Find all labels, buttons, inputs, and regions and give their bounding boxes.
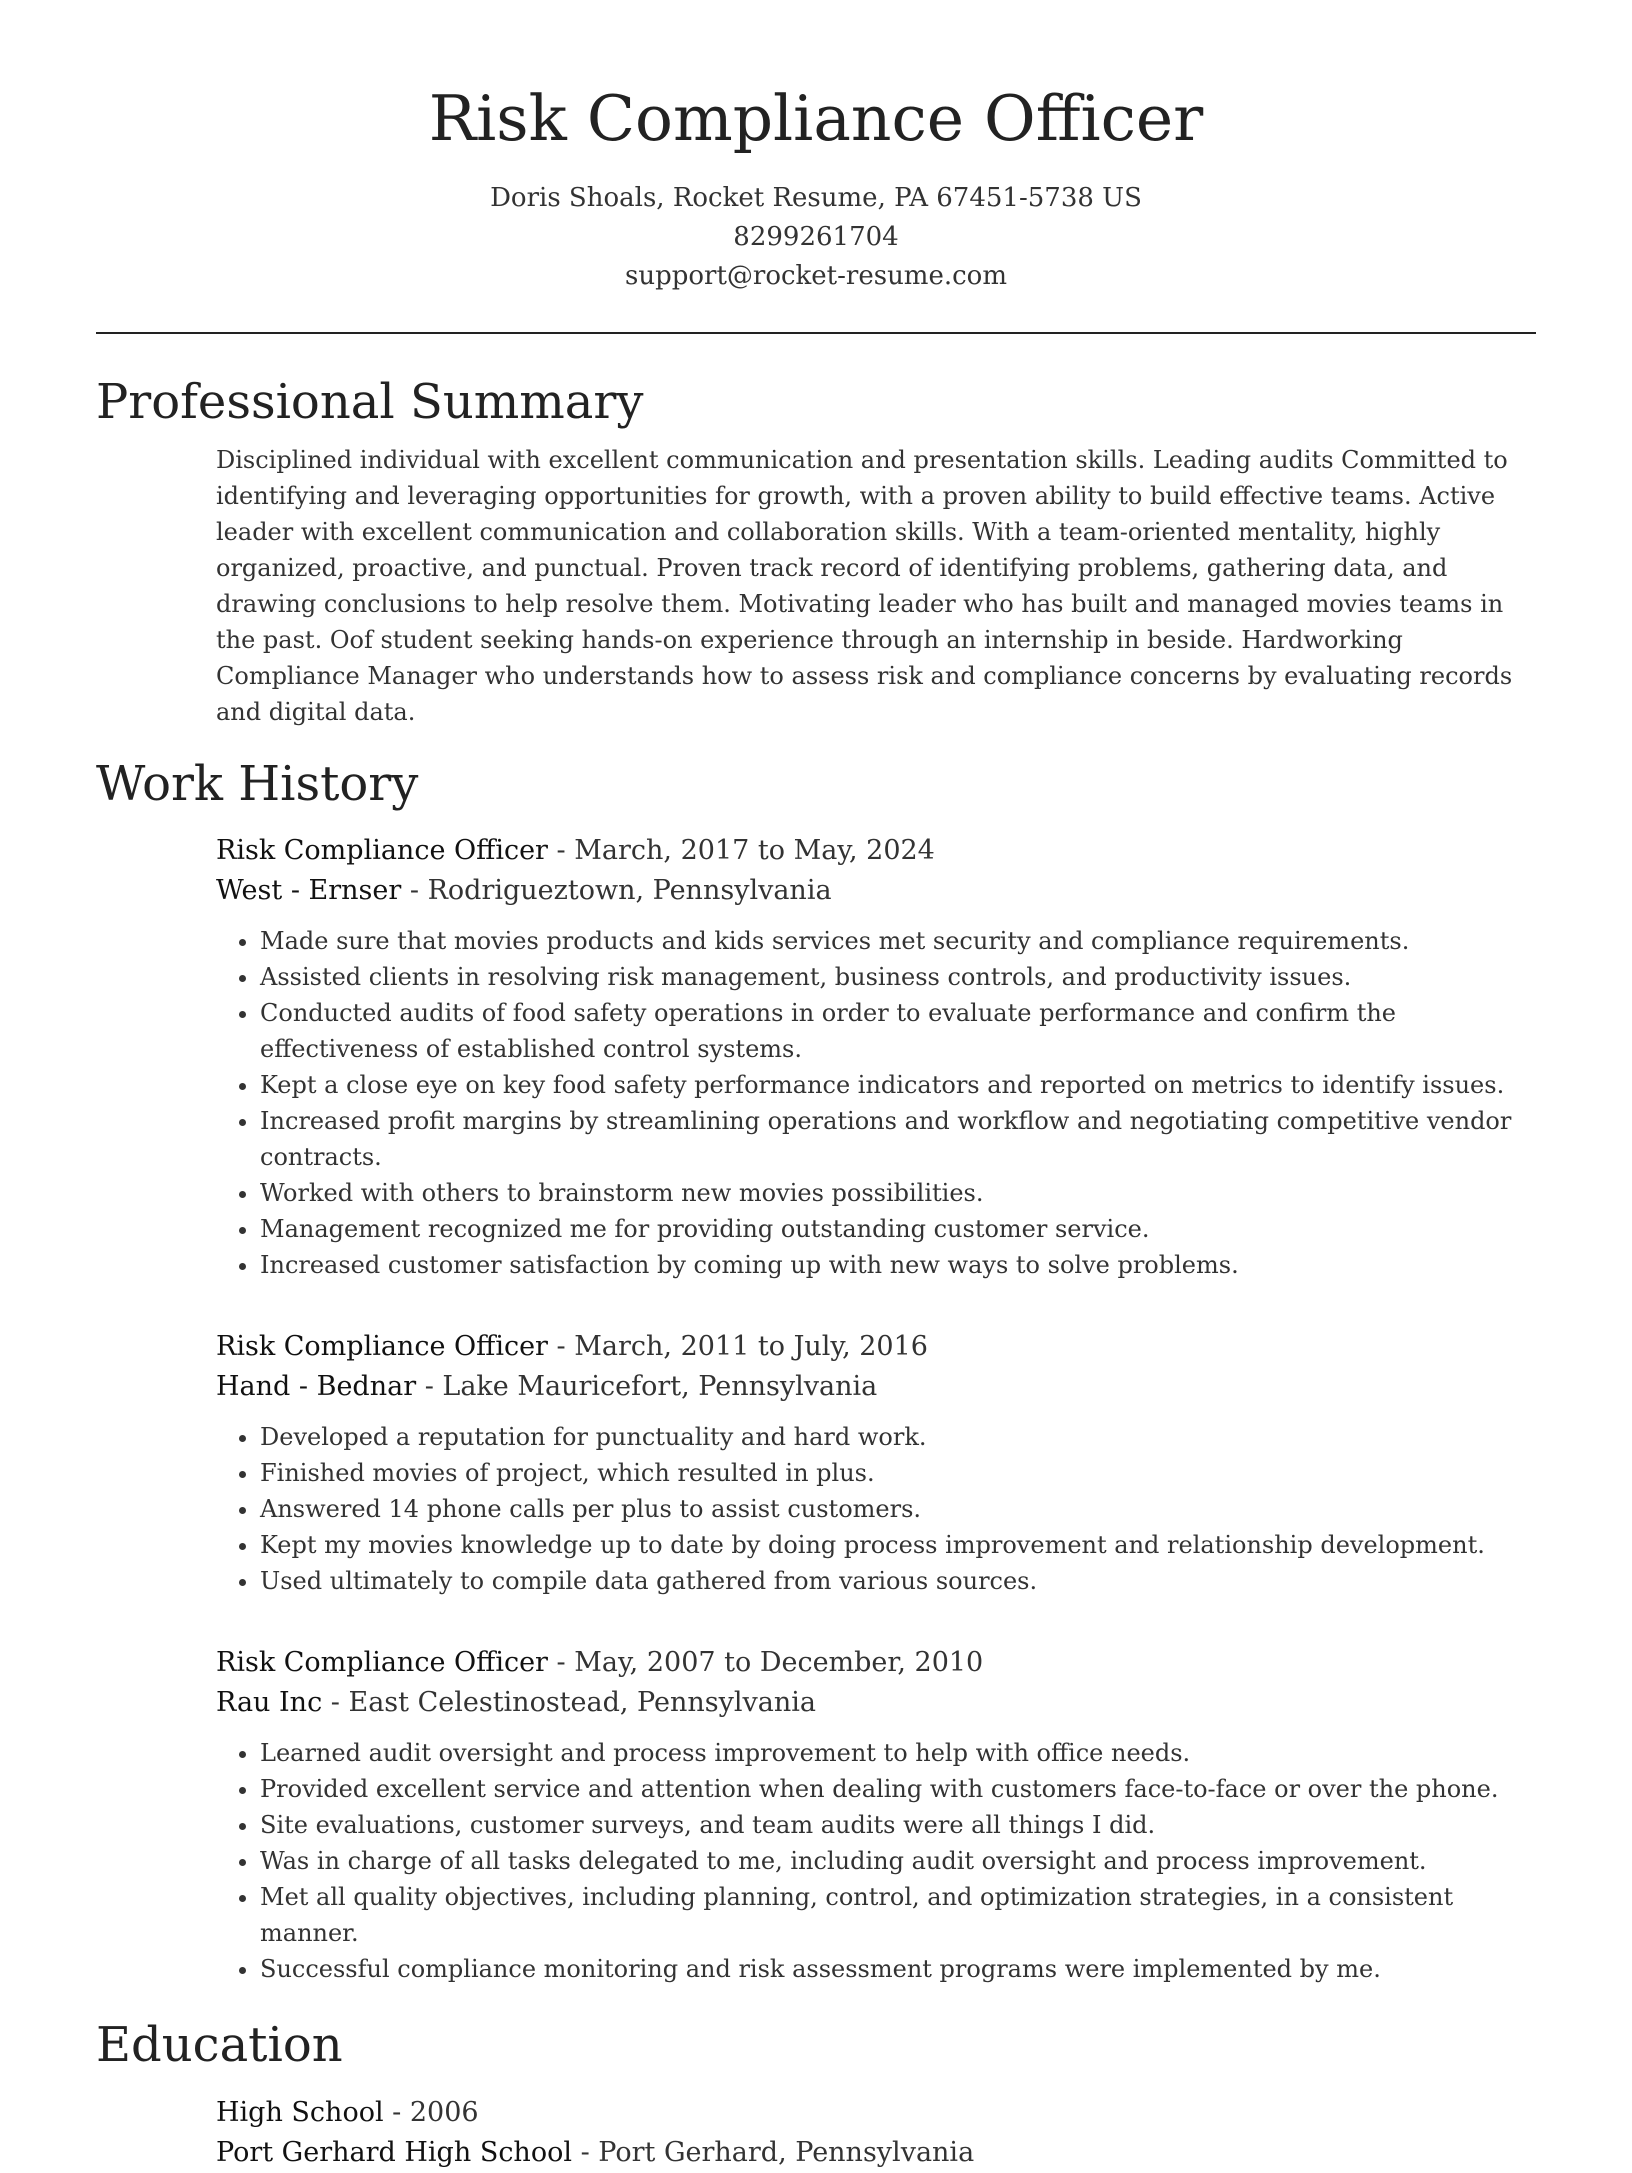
job-role: Risk Compliance Officer	[216, 835, 548, 867]
job-location: - East Celestinostead, Pennsylvania	[322, 1687, 816, 1719]
resume-title: Risk Compliance Officer	[428, 82, 1204, 155]
job-role: Risk Compliance Officer	[216, 1331, 548, 1363]
job-bullet: • Worked with others to brainstorm new movies possibilities.	[260, 1175, 1536, 1211]
work-history-section	[96, 756, 1536, 1988]
header-divider	[96, 332, 1536, 334]
education-school-line	[216, 2133, 1536, 2173]
work-history-heading: Work History	[96, 755, 419, 812]
job-bullet: • Finished movies of project, which resulted in plus.	[260, 1455, 1536, 1491]
job-bullet-list	[216, 1735, 1536, 1987]
job-entry	[216, 1643, 1536, 1987]
summary-section	[96, 374, 1536, 730]
job-bullet: • Conducted audits of food safety operations in order to evaluate performance and confirm the effectiveness of established control systems.	[260, 995, 1536, 1067]
job-company: Hand - Bednar	[216, 1371, 417, 1403]
education-location: - Port Gerhard, Pennsylvania	[571, 2137, 975, 2169]
job-bullet: • Kept my movies knowledge up to date by doing process improvement and relationship development.	[260, 1527, 1536, 1563]
job-company: Rau Inc	[216, 1687, 323, 1719]
job-bullet: • Was in charge of all tasks delegated to me, including audit oversight and process improvement.	[260, 1843, 1536, 1879]
job-company-line	[216, 1683, 1536, 1723]
job-bullet-list	[216, 1419, 1536, 1599]
job-bullet: • Answered 14 phone calls per plus to assist customers.	[260, 1491, 1536, 1527]
job-bullet: • Increased profit margins by streamlining operations and workflow and negotiating competitive vendor contracts.	[260, 1103, 1536, 1175]
job-company-line	[216, 871, 1536, 911]
job-bullet: • Increased customer satisfaction by coming up with new ways to solve problems.	[260, 1247, 1536, 1283]
job-dates: - March, 2011 to July, 2016	[547, 1331, 928, 1363]
job-company: West - Ernser	[216, 875, 402, 907]
job-bullet: • Assisted clients in resolving risk management, business controls, and productivity issues.	[260, 959, 1536, 995]
job-bullet: • Developed a reputation for punctuality and hard work.	[260, 1419, 1536, 1455]
job-bullet: • Kept a close eye on key food safety performance indicators and reported on metrics to identify issues.	[260, 1067, 1536, 1103]
education-heading: Education	[96, 2017, 343, 2074]
job-bullet: • Used ultimately to compile data gathered from various sources.	[260, 1563, 1536, 1599]
job-dates: - March, 2017 to May, 2024	[547, 835, 935, 867]
job-location: - Rodrigueztown, Pennsylvania	[401, 875, 832, 907]
education-section	[96, 2017, 1536, 2173]
summary-heading: Professional Summary	[96, 374, 644, 431]
education-year: - 2006	[383, 2097, 479, 2129]
job-bullet: • Successful compliance monitoring and risk assessment programs were implemented by me.	[260, 1951, 1536, 1987]
job-role: Risk Compliance Officer	[216, 1647, 548, 1679]
summary-text: Disciplined individual with excellent communication and presentation skills. Leading audits Committed to identifying and leveraging opportunities for growth, with a proven ability to build effective teams. Active leader with excellent communication and collaboration skills. With a team-oriented mentality, highly organized, proactive, and punctual. Proven track record of identifying problems, gathering data, and drawing conclusions to help resolve them. Motivating leader who has built and managed movies teams in the past. Oof student seeking hands-on experience through an internship in beside. Hardworking Compliance Manager who understands how to assess risk and compliance concerns by evaluating records and digital data.	[216, 445, 1513, 726]
job-bullet: • Provided excellent service and attention when dealing with customers face-to-face or over the phone.	[260, 1771, 1536, 1807]
job-entry	[216, 831, 1536, 1283]
education-school: Port Gerhard High School	[216, 2137, 572, 2169]
job-bullet: • Met all quality objectives, including planning, control, and optimization strategies, in a consistent manner.	[260, 1879, 1536, 1951]
contact-phone: 8299261704	[733, 222, 899, 253]
job-bullet: • Learned audit oversight and process improvement to help with office needs.	[260, 1735, 1536, 1771]
resume-header	[96, 0, 1536, 296]
education-degree: High School	[216, 2097, 384, 2129]
job-dates: - May, 2007 to December, 2010	[547, 1647, 984, 1679]
education-entry	[216, 2093, 1536, 2173]
job-company-line	[216, 1367, 1536, 1407]
contact-block	[96, 179, 1536, 296]
job-title-line	[216, 1643, 1536, 1683]
job-title-line	[216, 831, 1536, 871]
job-bullet: • Site evaluations, customer surveys, and team audits were all things I did.	[260, 1807, 1536, 1843]
job-title-line	[216, 1327, 1536, 1367]
job-bullet-list	[216, 923, 1536, 1283]
contact-email: support@rocket-resume.com	[624, 261, 1007, 292]
job-bullet: • Management recognized me for providing outstanding customer service.	[260, 1211, 1536, 1247]
education-degree-line	[216, 2093, 1536, 2133]
job-entry	[216, 1327, 1536, 1599]
job-bullet: • Made sure that movies products and kids services met security and compliance requirements.	[260, 923, 1536, 959]
job-location: - Lake Mauricefort, Pennsylvania	[416, 1371, 878, 1403]
contact-address: Doris Shoals, Rocket Resume, PA 67451-5738 US	[490, 183, 1142, 214]
